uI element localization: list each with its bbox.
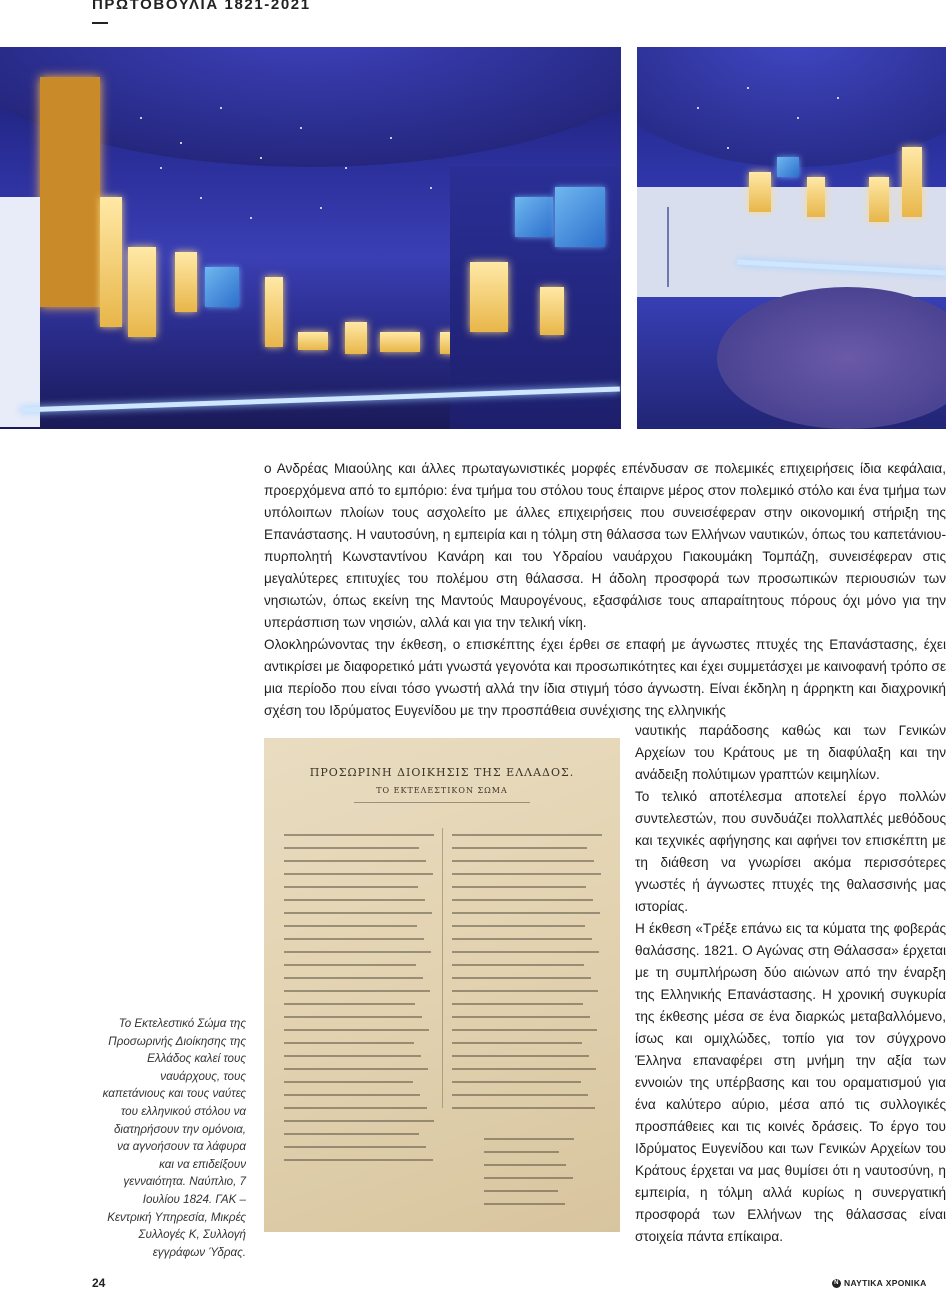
document-text-line: [284, 886, 418, 888]
document-text-line: [284, 1003, 415, 1005]
document-text-line: [284, 1081, 413, 1083]
document-text-line: [484, 1177, 573, 1179]
document-text-line: [452, 899, 593, 901]
document-text-line: [484, 1190, 558, 1192]
document-text-line: [284, 1055, 421, 1057]
document-text-line: [284, 1029, 429, 1031]
document-text-line: [452, 860, 594, 862]
publication-brand: [832, 1278, 927, 1288]
document-text-line: [452, 873, 601, 875]
paragraph: Ολοκληρώνοντας την έκθεση, ο επισκέπτης έχει έρθει σε επαφή με άγνωστες πτυχές της Επανάστασης, έχει αντικρίσει με διαφορετικό μάτι γνωστά γεγονότα και προσωπικότητες και έχει συμμετάσχει με καινοφανή τρόπο σε μια περίοδο που είναι τόσο γνωστή αλλά την ίδια στιγμή τόσο άγνωστη. Είναι έκδηλη η άρρηκτη και διαχρονική σχέση του Ιδρύματος Ευγενίδου με την προσπάθεια συνέχισης της ελληνικής: [264, 637, 946, 718]
document-text-line: [284, 1159, 433, 1161]
document-text-line: [284, 860, 426, 862]
document-text-line: [452, 990, 598, 992]
document-text-line: [452, 977, 591, 979]
document-text-line: [484, 1151, 559, 1153]
brand-name: ΝΑΥΤΙΚΑ ΧΡΟΝΙΚΑ: [844, 1278, 927, 1288]
exhibition-hall-photo: [0, 47, 621, 429]
article-side-text: [635, 720, 946, 1248]
document-text-line: [284, 1120, 434, 1122]
document-text-line: [452, 1081, 581, 1083]
document-text-line: [452, 847, 587, 849]
document-text-line: [284, 925, 417, 927]
document-text-line: [284, 1107, 427, 1109]
document-text-line: [452, 964, 584, 966]
document-text-line: [284, 873, 433, 875]
paragraph: ο Ανδρέας Μιαούλης και άλλες πρωταγωνιστικές μορφές επένδυσαν σε πολεμικές επιχειρήσεις ίδια κεφάλαια, προερχόμενα από το εμπόριο: ένα τμήμα του στόλου τους έπαιρνε μέρος στον πολεμικό στόλο και ένα τμήμα των υπόλοιπων πλοίων τους ασχολείτο με άλλες επιχειρήσεις που συνεισέφεραν στην οικονομική στήριξη της Επανάστασης. Η ναυτοσύνη, η εμπειρία και η τόλμη στη θάλασσα των Ελλήνων ναυτικών, όπως του καπετάνιου-πυρπολητή Κωνσταντίνου Κανάρη και του Υδραίου ναυάρχου Γιακουμάκη Τομπάζη, συνεισέφεραν στις μεγαλύτερες επιτυχίες του πολέμου στη θάλασσα. Η άδολη προσφορά των προσωπικών περιουσιών των νησιωτών, όπως εκείνη της Μαντούς Μαυρογένους, εξασφάλισε τους απαραίτητους πόρους όχι μόνο για την υπεράσπιση των νησιών, αλλά και για την τελική νίκη.: [264, 461, 946, 630]
document-text-line: [284, 951, 431, 953]
document-text-line: [452, 912, 600, 914]
document-heading: ΠΡΟΣΩΡΙΝΗ ΔΙΟΙΚΗΣΙΣ ΤΗΣ ΕΛΛΑΔΟΣ.: [309, 766, 575, 779]
document-text-line: [284, 1146, 426, 1148]
document-text-line: [284, 1094, 420, 1096]
section-header: ΠΡΩΤΟΒΟΥΛΙΑ 1821-2021: [92, 0, 311, 13]
document-text-line: [452, 1094, 588, 1096]
document-text-line: [284, 1016, 422, 1018]
document-subheading: ΤΟ ΕΚΤΕΛΕΣΤΙΚΟΝ ΣΩΜΑ: [376, 786, 508, 795]
document-text-line: [452, 925, 585, 927]
document-text-line: [484, 1164, 566, 1166]
document-text-line: [452, 1016, 590, 1018]
document-text-line: [452, 1042, 582, 1044]
document-text-line: [452, 1055, 589, 1057]
header-rule: [92, 22, 108, 24]
document-text-line: [284, 1068, 428, 1070]
document-text-line: [452, 1003, 583, 1005]
page-number: 24: [92, 1276, 106, 1290]
document-text-line: [452, 1107, 595, 1109]
document-text-line: [452, 1068, 596, 1070]
article-main-text: [264, 458, 946, 722]
paragraph: Το τελικό αποτέλεσμα αποτελεί έργο πολλών συντελεστών, που συνδυάζει πολλαπλές μεθόδους και τεχνικές αφήγησης και αφήνει τον επισκέπτη με τη διάθεση να γνωρίσει ακόμα περισσότερες γνωστές ή άγνωστες πτυχές της θαλασσινής μας ιστορίας.: [635, 789, 946, 914]
paragraph: Η έκθεση «Τρέξε επάνω εις τα κύματα της φοβεράς θαλάσσης. 1821. Ο Αγώνας στη Θάλασσα» έρχεται με τη συμπλήρωση δύο αιώνων από την έναρξη της Ελληνικής Επανάστασης. Η χρονική συγκυρία της έκθεσης μέσα σε ένα διαρκώς μεταβαλλόμενο, ίσως και ομιχλώδες, τοπίο για τον σύγχρονο Έλληνα επαναφέρει στη μνήμη την αξία των εννοιών της υπέρβασης και του οραματισμού για ένα καλύτερο αύριο, μέσα από τις συλλογικές προσπάθειες και τις κοινές δράσεις. Το έργο του Ιδρύματος Ευγενίδου και των Γενικών Αρχείων του Κράτους έρχεται να μας θυμίσει ότι η ναυτοσύνη, η εμπειρία, η τόλμη αλλά κυρίως η συνεργατική προσφορά των Ελλήνων της θάλασσας είναι στοιχεία πάντα επίκαιρα.: [635, 921, 946, 1244]
document-text-line: [452, 951, 599, 953]
document-text-line: [284, 977, 423, 979]
document-text-line: [452, 886, 586, 888]
document-text-line: [452, 1029, 597, 1031]
document-text-line: [484, 1203, 565, 1205]
document-text-line: [284, 990, 430, 992]
document-text-line: [284, 1133, 419, 1135]
document-text-line: [284, 899, 425, 901]
document-text-line: [452, 938, 592, 940]
document-text-line: [284, 964, 416, 966]
historical-document-image: [264, 738, 620, 1232]
document-text-line: [452, 834, 602, 836]
brand-logo-icon: N: [832, 1279, 841, 1288]
document-text-line: [284, 834, 434, 836]
document-text-line: [284, 912, 432, 914]
paragraph: ναυτικής παράδοσης καθώς και των Γενικών Αρχείων του Κράτους με τη διαφύλαξη και την ανάδειξη πολύτιμων γραπτών κειμηλίων.: [635, 723, 946, 782]
image-caption: Το Εκτελεστικό Σώμα της Προσωρινής Διοίκησης της Ελλάδος καλεί τους ναυάρχους, τους καπετάνιους και τους ναύτες του ελληνικού στόλου να διατηρήσουν την ομόνοια, να αγνοήσουν τα λάφυρα και να επιδείξουν γενναιότητα. Ναύπλιο, 7 Ιουλίου 1824. ΓΑΚ – Κεντρική Υπηρεσία, Μικρές Συλλογές Κ, Συλλογή εγγράφων Ύδρας.: [102, 1017, 246, 1259]
document-text-line: [284, 847, 419, 849]
exhibition-room-photo: [637, 47, 946, 429]
document-text-line: [284, 1042, 414, 1044]
document-text-line: [284, 938, 424, 940]
document-text-line: [484, 1138, 574, 1140]
